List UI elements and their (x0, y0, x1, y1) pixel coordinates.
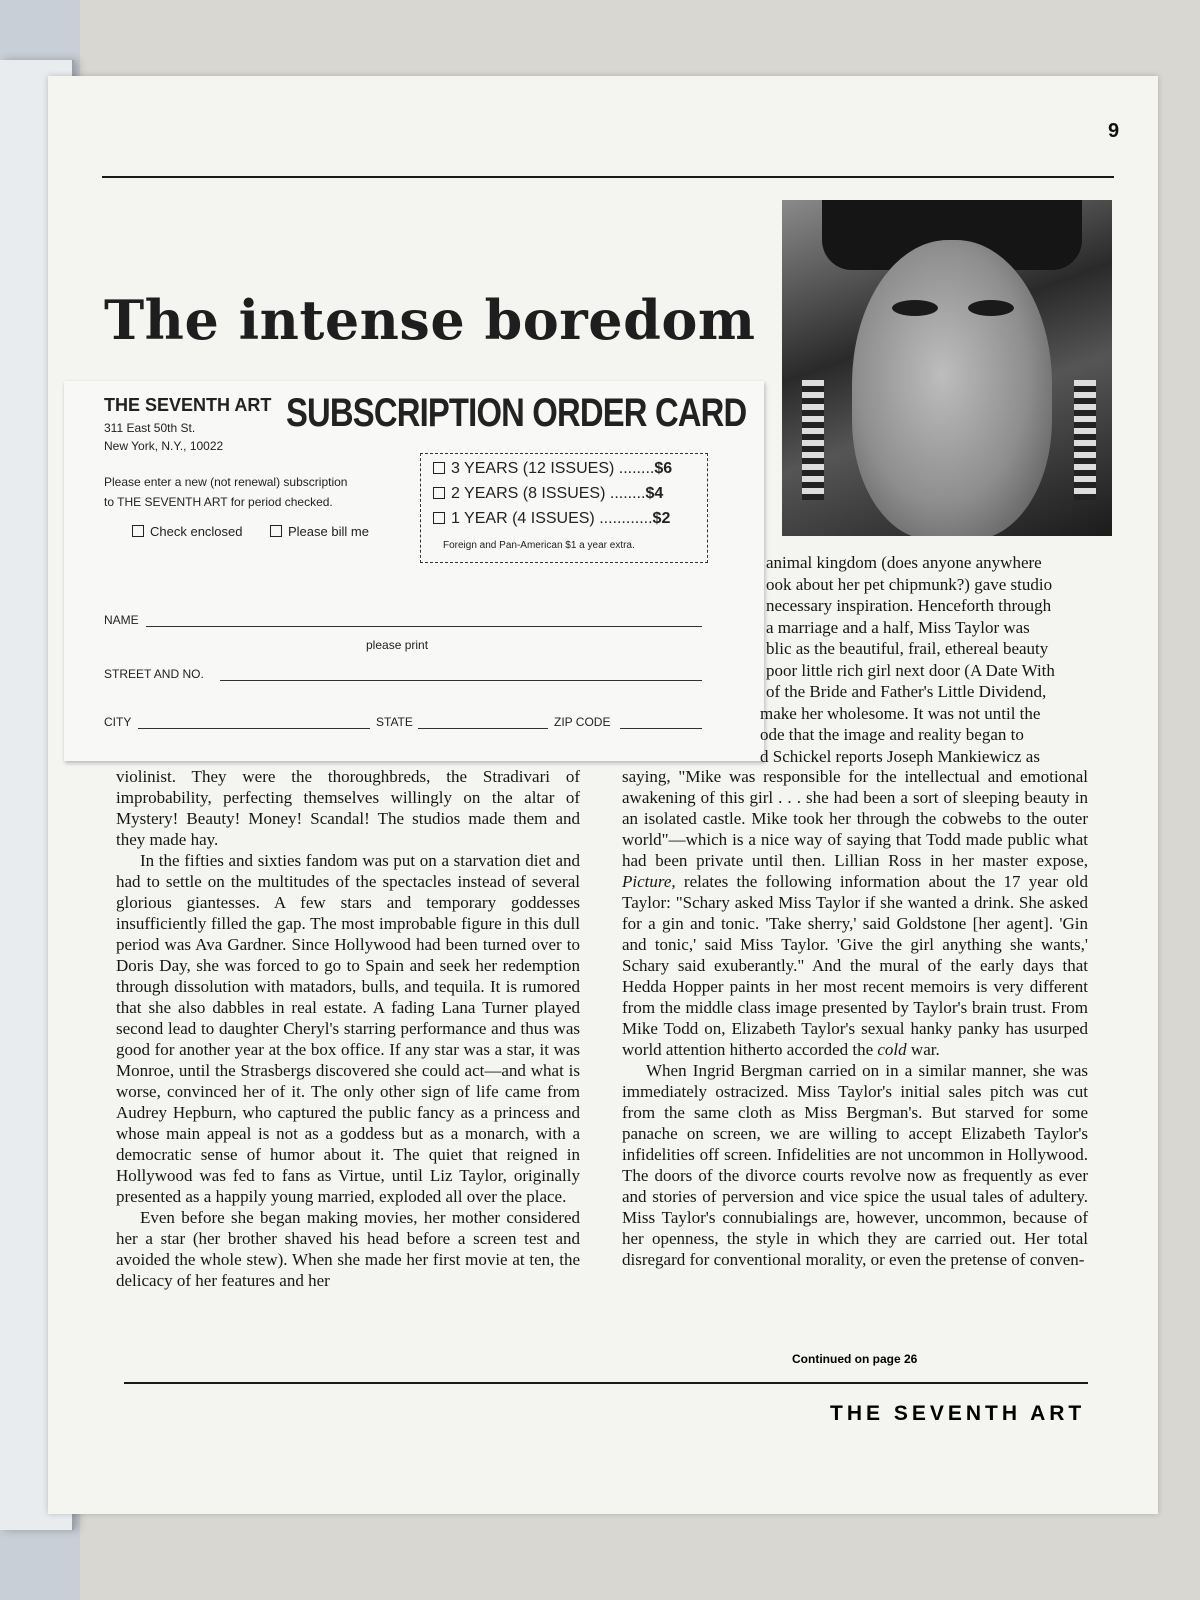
subscription-order-card (64, 381, 764, 761)
left-paragraph: In the fifties and sixties fandom was put on a starvation diet and had to settle on the multitudes of the spectacles instead of several glorious giantesses. A few stars and temporary goddesses insufficiently filled the gap. The most improbable figure in this dull period was Ava Gardner. Since Hollywood had been turned over to Doris Day, she was forced to go to Spain and seek her redemption through dissolution with matadors, bulls, and tequila. It is rumored that she also dabbles in real estate. A fading Lana Turner played second lead to daughter Cheryl's starring performance and thus was good for another year at the box office. If any star was a star, it was Monroe, until the Strasbergs discovered she could act—and what is worse, convinced her of it. The only other sign of life came from Audrey Hepburn, who captured the public fancy as a princess and whose main appeal is not as a goddess but as a monarch, with a democratic sense of humor about it. The quiet that reigned in Hollywood was fed to fans as Virtue, until Liz Taylor, originally presented as a happily young married, exploded all over the place. (116, 851, 580, 1206)
portrait-photo (782, 200, 1112, 536)
right-fragment-line: blic as the beautiful, frail, ethereal beauty (766, 639, 1049, 658)
name-field[interactable] (146, 626, 702, 627)
right-fragment-line: d Schickel reports Joseph Mankiewicz as (760, 746, 1040, 766)
photo-earring-right (1074, 380, 1096, 500)
city-label: CITY (104, 715, 132, 729)
left-column-text (116, 766, 580, 1291)
card-instruction-line1: Please enter a new (not renewal) subscription (104, 475, 348, 489)
plan-label: 2 YEARS (8 ISSUES) ........ (451, 485, 646, 502)
checkbox-icon[interactable] (270, 525, 282, 537)
check-enclosed-option[interactable] (132, 524, 243, 539)
name-label: NAME (104, 613, 139, 627)
emphasis: cold (877, 1040, 907, 1059)
checkbox-icon[interactable] (433, 512, 445, 524)
right-fragment-line: animal kingdom (does anyone anywhere (766, 553, 1042, 572)
right-fragment-line: necessary inspiration. Henceforth through (766, 596, 1052, 615)
photo-face (852, 240, 1052, 536)
article-headline: The intense boredom (104, 288, 756, 352)
state-label: STATE (376, 715, 413, 729)
card-org-name: THE SEVENTH ART (104, 395, 272, 415)
text-span: relates the following information about the 17 year old Taylor: "Schary asked Miss Taylor if she wanted a drink. She asked for a gin and tonic. 'Take sherry,' said Goldstone [her agent]. 'Gin and tonic,' said Miss Taylor. 'Give the girl anything she wants,' Schary said exuberantly." And the mural of the early days that Hedda Hopper paints in her most recent memoirs is very different from the middle class image presented by Taylor's brain trust. From Mike Todd on, Elizabeth Taylor's sexual hanky panky has usurped world attention hitherto accorded the (622, 872, 1088, 1059)
card-instruction-line2: to THE SEVENTH ART for period checked. (104, 495, 333, 509)
check-enclosed-label: Check enclosed (150, 524, 243, 539)
photo-earring-left (802, 380, 824, 500)
right-fragment-line: ook about her pet chipmunk?) gave studio (766, 574, 1053, 594)
top-rule (102, 176, 1114, 178)
plan-options-box (420, 453, 708, 563)
page-number: 9 (1108, 120, 1120, 142)
left-paragraph: violinist. They were the thoroughbreds, the Stradivari of improbability, perfecting themselves willingly on the altar of Mystery! Beauty! Money! Scandal! The studios made them and they made hay. (116, 767, 580, 849)
checkbox-icon[interactable] (132, 525, 144, 537)
right-fragment-line: poor little rich girl next door (A Date With (766, 660, 1055, 680)
footer-brand: THE SEVENTH ART (830, 1402, 1086, 1425)
state-field[interactable] (418, 728, 548, 729)
right-fragment-line: of the Bride and Father's Little Dividend, (766, 682, 1047, 701)
right-paragraph-1 (622, 766, 1088, 1060)
text-span: saying, "Mike was responsible for the intellectual and emotional awakening of this girl . . . she had been a sort of sleeping beauty in an isolated castle. Mike took her through the cobwebs to the outer world"—which is a nice way of saying that Todd made public what had been private until then. Lillian Ross in her master expose, (622, 767, 1088, 870)
right-paragraph-2: When Ingrid Bergman carried on in a similar manner, she was immediately ostracized. Miss Taylor's initial sales pitch was cut from the same cloth as Miss Bergman's. But starved for some panache on screen, we are willing to accept Elizabeth Taylor's infidelities off screen. Infidelities are not uncommon in Hollywood. The doors of the divorce courts revolve now as frequently as ever and stories of perversion and vice spice the usual tales of adultery. Miss Taylor's connubialings are, however, uncommon, because of her openness, the style in which they are carried out. Her total disregard for conventional morality, or even the pretense of conven- (622, 1061, 1088, 1269)
street-field[interactable] (220, 680, 702, 681)
left-paragraph: Even before she began making movies, her mother considered her a star (her brother shaved his head before a screen test and avoided the whole stew). When she made her first movie at ten, the delicacy of her features and her (116, 1208, 580, 1290)
plan-label: 3 YEARS (12 ISSUES) ........ (451, 460, 655, 477)
continued-note: Continued on page 26 (792, 1352, 918, 1366)
checkbox-icon[interactable] (433, 487, 445, 499)
plan-price: $6 (654, 460, 673, 477)
please-print-note: please print (366, 638, 429, 652)
checkbox-icon[interactable] (433, 462, 445, 474)
bottom-rule (124, 1382, 1088, 1384)
magazine-page (48, 76, 1158, 1514)
book-title: Picture, (622, 872, 676, 891)
bill-me-option[interactable] (270, 524, 369, 539)
right-column-text (622, 766, 1088, 1270)
right-fragment-line: ode that the image and reality began to (760, 725, 1024, 744)
plan-option-3-years[interactable] (433, 460, 672, 478)
card-title: SUBSCRIPTION ORDER CARD (286, 391, 747, 435)
bill-me-label: Please bill me (288, 524, 369, 539)
right-fragment-line: a marriage and a half, Miss Taylor was (766, 617, 1030, 637)
foreign-note: Foreign and Pan-American $1 a year extra. (443, 540, 635, 551)
plan-price: $2 (652, 510, 671, 527)
plan-option-1-year[interactable] (433, 510, 670, 528)
plan-option-2-years[interactable] (433, 485, 663, 503)
card-address-line2: New York, N.Y., 10022 (104, 439, 224, 453)
zip-label: ZIP CODE (554, 715, 611, 729)
zip-field[interactable] (620, 728, 702, 729)
plan-label: 1 YEAR (4 ISSUES) ............ (451, 510, 653, 527)
right-fragment-line: make her wholesome. It was not until the (760, 703, 1041, 723)
city-field[interactable] (138, 728, 370, 729)
text-span: war. (906, 1040, 940, 1059)
street-label: STREET AND NO. (104, 667, 204, 681)
card-address-line1: 311 East 50th St. (104, 421, 196, 435)
photo-eye-left (892, 300, 938, 316)
plan-price: $4 (645, 485, 664, 502)
photo-eye-right (968, 300, 1014, 316)
